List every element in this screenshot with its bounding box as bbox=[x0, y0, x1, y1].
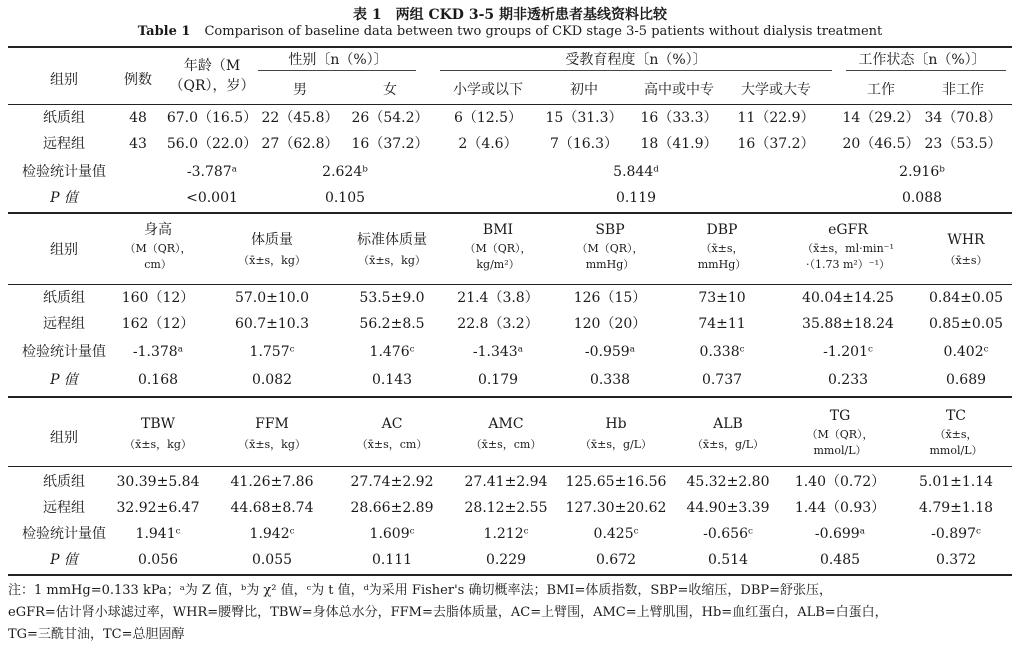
table-cell: 0.672 bbox=[595, 552, 637, 568]
table-cell: 14（29.2） bbox=[842, 110, 920, 126]
table-cell: 0.105 bbox=[324, 190, 366, 206]
table-cell: -0.897ᶜ bbox=[931, 526, 981, 542]
table-cell: 21.4（3.8） bbox=[457, 290, 539, 306]
table-cell: 0.055 bbox=[251, 552, 293, 568]
table-cell: -1.378ᵃ bbox=[132, 344, 184, 360]
footnote-line: TG=三酰甘油，TC=总胆固醇 bbox=[8, 627, 185, 642]
table-cell: 162（12） bbox=[121, 316, 195, 332]
table-cell: 0.402ᶜ bbox=[943, 344, 989, 360]
table-cell: -1.343ᵃ bbox=[472, 344, 524, 360]
table-cell: 1.757ᶜ bbox=[249, 344, 295, 360]
table-cell: 纸质组 bbox=[43, 290, 85, 306]
table-cell: 0.338 bbox=[589, 372, 631, 388]
table-cell: 34（70.8） bbox=[924, 110, 1002, 126]
table-cell: 56.2±8.5 bbox=[359, 316, 425, 332]
s3-header-tbw: TBW bbox=[140, 416, 176, 432]
table-cell: 2（4.6） bbox=[458, 136, 518, 152]
s1-header-work1: 工作 bbox=[867, 82, 895, 98]
table-cell: 0.056 bbox=[137, 552, 179, 568]
s3-header-tg-unit2: mmol/L） bbox=[813, 444, 867, 457]
table-cell: 0.119 bbox=[615, 190, 657, 206]
s3-header-hb: Hb bbox=[605, 416, 627, 432]
table-cell: 0.338ᶜ bbox=[699, 344, 745, 360]
s2-header-egfr: eGFR bbox=[828, 222, 868, 238]
table-cell: 57.0±10.0 bbox=[234, 290, 310, 306]
s2-header-sbp-unit: （M（QR）， bbox=[576, 242, 644, 255]
table-cell: 32.92±6.47 bbox=[116, 500, 200, 516]
table-rule-section1-end bbox=[8, 212, 1012, 214]
s2-header-bmi-unit2: kg/m²） bbox=[476, 258, 520, 271]
table-cell: 40.04±14.25 bbox=[802, 290, 894, 306]
s2-header-bmi: BMI bbox=[482, 222, 514, 238]
table-cell: 20（46.5） bbox=[842, 136, 920, 152]
s3-header-ffm: FFM bbox=[255, 416, 289, 432]
s1-header-edu1: 小学或以下 bbox=[453, 82, 523, 98]
table-cell: 1.476ᶜ bbox=[369, 344, 415, 360]
s2-header-egfr-unit: （x̄±s，ml·min⁻¹ bbox=[802, 242, 894, 255]
p-label: P 值 bbox=[50, 372, 78, 388]
table-cell: 0.088 bbox=[901, 190, 943, 206]
s1-header-age: 年龄（M bbox=[183, 58, 241, 74]
table-cell: 48 bbox=[129, 110, 147, 126]
table-title-text: 两组 CKD 3-5 期非透析患者基线资料比较 bbox=[395, 7, 667, 23]
stat-label: 检验统计量值 bbox=[22, 526, 106, 542]
table-cell: 44.90±3.39 bbox=[686, 500, 770, 516]
table-cell: 0.233 bbox=[827, 372, 869, 388]
table-cell: 1.212ᶜ bbox=[483, 526, 529, 542]
table-cell: 0.168 bbox=[137, 372, 179, 388]
s3-header-group: 组别 bbox=[50, 430, 78, 446]
table-cell: 0.514 bbox=[707, 552, 749, 568]
s2-header-whr-unit: （x̄±s） bbox=[944, 254, 988, 267]
s2-header-weight: 体质量 bbox=[251, 232, 293, 248]
table-subtitle bbox=[0, 24, 1020, 39]
table-rule-section2-end bbox=[8, 396, 1012, 398]
table-cell: 远程组 bbox=[43, 136, 85, 152]
table-cell: 7（16.3） bbox=[549, 136, 619, 152]
table-cell: 15（31.3） bbox=[545, 110, 623, 126]
table-cell: -1.201ᶜ bbox=[823, 344, 873, 360]
stat-label: 检验统计量值 bbox=[22, 164, 106, 180]
table-cell: 0.485 bbox=[819, 552, 861, 568]
table-cell: 纸质组 bbox=[43, 110, 85, 126]
table-cell: 28.12±2.55 bbox=[464, 500, 548, 516]
table-subtitle-text: Comparison of baseline data between two groups of CKD stage 3-5 patients without dialysis treatment bbox=[204, 24, 883, 39]
table-cell: 53.5±9.0 bbox=[359, 290, 425, 306]
table-title bbox=[0, 4, 1020, 24]
s2-header-std-weight-unit: （x̄±s，kg） bbox=[358, 254, 426, 267]
s1-header-edu2: 初中 bbox=[570, 82, 598, 98]
table-cell: 67.0（16.5） bbox=[166, 110, 258, 126]
s1-header-edu: 受教育程度〔n（%）〕 bbox=[565, 52, 707, 68]
table-cell: 126（15） bbox=[573, 290, 647, 306]
table-cell: 0.143 bbox=[371, 372, 413, 388]
table-cell: 74±11 bbox=[698, 316, 746, 332]
table-footnote bbox=[8, 580, 1012, 646]
table-cell: 0.425ᶜ bbox=[593, 526, 639, 542]
table-cell: 127.30±20.62 bbox=[565, 500, 667, 516]
table-cell: 1.942ᶜ bbox=[249, 526, 295, 542]
table-cell: 0.229 bbox=[485, 552, 527, 568]
p-label: P 值 bbox=[50, 190, 78, 206]
s1-header-age-unit: （QR），岁） bbox=[169, 78, 255, 94]
subheader-rule-sex bbox=[258, 70, 416, 71]
table-cell: 2.916ᵇ bbox=[899, 164, 945, 180]
table-cell: 16（33.3） bbox=[640, 110, 718, 126]
table-rule-header1 bbox=[8, 104, 1012, 105]
table-cell: 22.8（3.2） bbox=[457, 316, 539, 332]
s2-header-std-weight: 标准体质量 bbox=[357, 232, 427, 248]
table-cell: 18（41.9） bbox=[640, 136, 718, 152]
table-cell: 5.01±1.14 bbox=[918, 474, 994, 490]
table-cell: 60.7±10.3 bbox=[234, 316, 310, 332]
s1-header-n: 例数 bbox=[124, 72, 152, 88]
table-cell: 纸质组 bbox=[43, 474, 85, 490]
s3-header-tg-unit: （M（QR）， bbox=[806, 428, 874, 441]
s2-header-group: 组别 bbox=[50, 242, 78, 258]
s2-header-sbp-unit2: mmHg） bbox=[585, 258, 635, 271]
s1-header-work2: 非工作 bbox=[942, 82, 984, 98]
table-cell: 26（54.2） bbox=[351, 110, 429, 126]
table-rule-top bbox=[8, 46, 1012, 48]
s3-header-tc: TC bbox=[945, 408, 967, 424]
table-cell: 4.79±1.18 bbox=[918, 500, 994, 516]
table-cell: <0.001 bbox=[186, 190, 238, 206]
table-cell: 73±10 bbox=[698, 290, 746, 306]
table-cell: 0.689 bbox=[945, 372, 987, 388]
s3-header-hb-unit: （x̄±s，g/L） bbox=[579, 438, 653, 451]
s3-header-amc-unit: （x̄±s，cm） bbox=[470, 438, 542, 451]
s2-header-height: 身高 bbox=[144, 222, 172, 238]
table-cell: 23（53.5） bbox=[924, 136, 1002, 152]
table-cell: 35.88±18.24 bbox=[802, 316, 894, 332]
s3-header-ac-unit: （x̄±s，cm） bbox=[356, 438, 428, 451]
s3-header-tc-unit: （x̄±s， bbox=[934, 428, 978, 441]
s2-header-dbp-unit2: mmHg） bbox=[697, 258, 747, 271]
s3-header-tg: TG bbox=[829, 408, 851, 424]
table-cell: 11（22.9） bbox=[737, 110, 815, 126]
s3-header-tc-unit2: mmol/L） bbox=[929, 444, 983, 457]
s3-header-ffm-unit: （x̄±s，kg） bbox=[238, 438, 306, 451]
s2-header-egfr-unit2: ·（1.73 m²）⁻¹） bbox=[805, 258, 891, 271]
table-cell: 5.844ᵈ bbox=[613, 164, 659, 180]
s2-header-whr: WHR bbox=[947, 232, 985, 248]
s2-header-height-unit: （M（QR）， bbox=[124, 242, 192, 255]
footnote-line: 注：1 mmHg=0.133 kPa；ᵃ为 Z 值，ᵇ为 χ² 值，ᶜ为 t 值，ᵈ为采用 Fisher's 确切概率法；BMI=体质指数，SBP=收缩压，DBP=舒张压， bbox=[8, 583, 833, 598]
s1-header-edu3: 高中或中专 bbox=[644, 82, 714, 98]
table-cell: 27.74±2.92 bbox=[350, 474, 434, 490]
table-rule-header3 bbox=[8, 466, 1012, 467]
table-cell: 41.26±7.86 bbox=[230, 474, 314, 490]
table-cell: 0.111 bbox=[371, 552, 413, 568]
s1-header-work: 工作状态〔n（%）〕 bbox=[858, 52, 986, 68]
table-rule-header2 bbox=[8, 284, 1012, 285]
table-cell: 45.32±2.80 bbox=[686, 474, 770, 490]
table-cell: -0.959ᵃ bbox=[584, 344, 636, 360]
table-cell: 16（37.2） bbox=[737, 136, 815, 152]
table-cell: 0.082 bbox=[251, 372, 293, 388]
s2-header-sbp: SBP bbox=[595, 222, 625, 238]
s1-header-group: 组别 bbox=[50, 72, 78, 88]
s3-header-alb-unit: （x̄±s，g/L） bbox=[691, 438, 765, 451]
s2-header-dbp: DBP bbox=[706, 222, 738, 238]
footnote-line: eGFR=估计肾小球滤过率，WHR=腰臀比，TBW=身体总水分，FFM=去脂体质量，AC=上臂围，AMC=上臂肌围，Hb=血红蛋白，ALB=白蛋白， bbox=[8, 605, 888, 620]
subheader-rule-work bbox=[846, 70, 1006, 71]
table-cell: 0.737 bbox=[701, 372, 743, 388]
table-cell: 22（45.8） bbox=[261, 110, 339, 126]
s2-header-height-unit2: cm） bbox=[144, 258, 172, 271]
table-cell: 44.68±8.74 bbox=[230, 500, 314, 516]
table-cell: 28.66±2.89 bbox=[350, 500, 434, 516]
p-label: P 值 bbox=[50, 552, 78, 568]
table-rule-bottom bbox=[8, 574, 1012, 576]
table-cell: 27.41±2.94 bbox=[464, 474, 548, 490]
subheader-rule-edu bbox=[440, 70, 832, 71]
table-cell: 30.39±5.84 bbox=[116, 474, 200, 490]
s2-header-bmi-unit: （M（QR）， bbox=[464, 242, 532, 255]
table-cell: 56.0（22.0） bbox=[166, 136, 258, 152]
s3-header-ac: AC bbox=[381, 416, 403, 432]
s3-header-amc: AMC bbox=[488, 416, 524, 432]
table-cell: -3.787ᵃ bbox=[186, 164, 238, 180]
table-cell: 0.84±0.05 bbox=[928, 290, 1004, 306]
table-cell: 160（12） bbox=[121, 290, 195, 306]
s3-header-tbw-unit: （x̄±s，kg） bbox=[124, 438, 192, 451]
table-cell: 2.624ᵇ bbox=[322, 164, 368, 180]
table-cell: -0.699ᵃ bbox=[814, 526, 866, 542]
table-cell: 125.65±16.56 bbox=[565, 474, 667, 490]
table-cell: 1.609ᶜ bbox=[369, 526, 415, 542]
table-cell: 1.44（0.93） bbox=[794, 500, 886, 516]
s3-header-alb: ALB bbox=[713, 416, 743, 432]
table-cell: 0.179 bbox=[477, 372, 519, 388]
table-cell: 远程组 bbox=[43, 500, 85, 516]
table-cell: 1.941ᶜ bbox=[135, 526, 181, 542]
table-cell: 43 bbox=[129, 136, 147, 152]
table-cell: 0.372 bbox=[935, 552, 977, 568]
table-cell: 16（37.2） bbox=[351, 136, 429, 152]
s1-header-sex: 性别〔n（%）〕 bbox=[288, 52, 388, 68]
s2-header-dbp-unit: （x̄±s， bbox=[700, 242, 744, 255]
table-cell: 6（12.5） bbox=[453, 110, 523, 126]
table-cell: 27（62.8） bbox=[261, 136, 339, 152]
table-cell: 1.40（0.72） bbox=[794, 474, 886, 490]
stat-label: 检验统计量值 bbox=[22, 344, 106, 360]
s1-header-edu4: 大学或大专 bbox=[741, 82, 811, 98]
s1-header-male: 男 bbox=[293, 82, 307, 98]
s2-header-weight-unit: （x̄±s，kg） bbox=[238, 254, 306, 267]
s1-header-female: 女 bbox=[383, 82, 397, 98]
table-number: 表 1 bbox=[353, 7, 382, 23]
table-cell: -0.656ᶜ bbox=[703, 526, 753, 542]
table-cell: 120（20） bbox=[573, 316, 647, 332]
table-cell: 远程组 bbox=[43, 316, 85, 332]
table-cell: 0.85±0.05 bbox=[928, 316, 1004, 332]
table-number-en: Table 1 bbox=[137, 24, 191, 39]
